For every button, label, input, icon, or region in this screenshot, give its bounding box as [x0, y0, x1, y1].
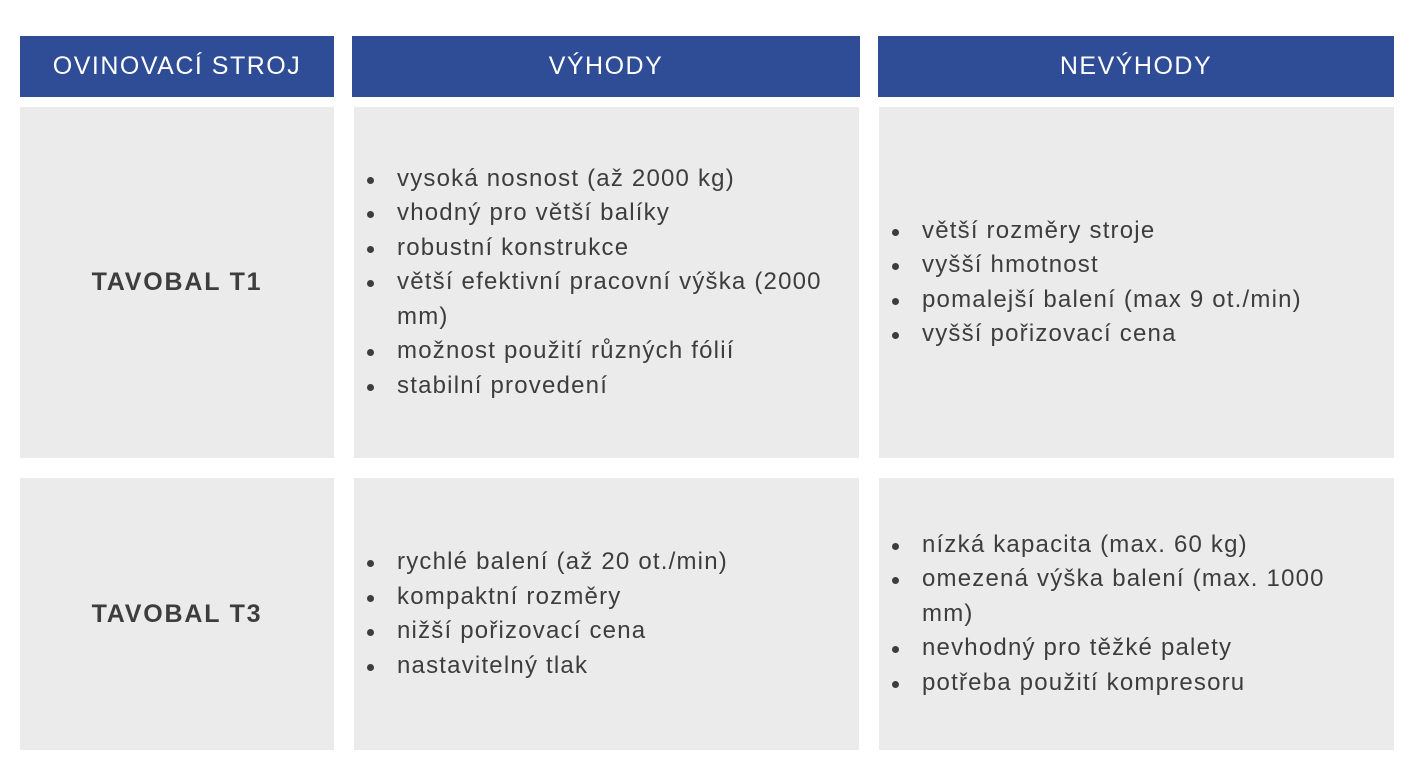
cons-list-item: vyšší hmotnost	[879, 248, 1394, 283]
pros-list-item: nižší pořizovací cena	[354, 614, 859, 649]
cons-list-item: nízká kapacita (max. 60 kg)	[879, 528, 1394, 563]
cons-cell-t1	[879, 107, 1394, 458]
column-header-pros-label: VÝHODY	[548, 52, 664, 80]
pros-cell-t1	[354, 107, 859, 458]
column-header-cons-label: NEVÝHODY	[1059, 52, 1213, 80]
pros-list-item: možnost použití různých fólií	[354, 334, 859, 369]
pros-list-t1	[354, 162, 859, 404]
cons-list-item: potřeba použití kompresoru	[879, 666, 1394, 701]
cons-list-item: pomalejší balení (max 9 ot./min)	[879, 283, 1394, 318]
pros-list-item: nastavitelný tlak	[354, 649, 859, 684]
cons-list-item: větší rozměry stroje	[879, 214, 1394, 249]
pros-list-item: vysoká nosnost (až 2000 kg)	[354, 162, 859, 197]
cons-list-item: nevhodný pro těžké palety	[879, 631, 1394, 666]
pros-list-item: robustní konstrukce	[354, 231, 859, 266]
pros-list-item: vhodný pro větší balíky	[354, 196, 859, 231]
pros-list-item: větší efektivní pracovní výška (2000 mm)	[354, 265, 859, 334]
cons-list-t3	[879, 528, 1394, 701]
cons-list-item: omezená výška balení (max. 1000 mm)	[879, 562, 1394, 631]
cons-cell-t3	[879, 478, 1394, 750]
pros-list-item: stabilní provedení	[354, 369, 859, 404]
pros-list-item: rychlé balení (až 20 ot./min)	[354, 545, 859, 580]
pros-cell-t3	[354, 478, 859, 750]
column-header-machine-label: OVINOVACÍ STROJ	[52, 52, 302, 80]
machine-name-t1: TAVOBAL T1	[91, 268, 263, 296]
machine-name-cell-t3	[20, 478, 334, 750]
column-header-machine	[20, 36, 334, 97]
machine-name-t3: TAVOBAL T3	[91, 599, 263, 628]
cons-list-t1	[879, 214, 1394, 352]
pros-list-t3	[354, 545, 859, 683]
cons-list-item: vyšší pořizovací cena	[879, 317, 1394, 352]
column-header-cons	[878, 36, 1394, 97]
column-header-pros	[352, 36, 860, 97]
machine-name-cell-t1	[20, 107, 334, 458]
pros-list-item: kompaktní rozměry	[354, 580, 859, 615]
